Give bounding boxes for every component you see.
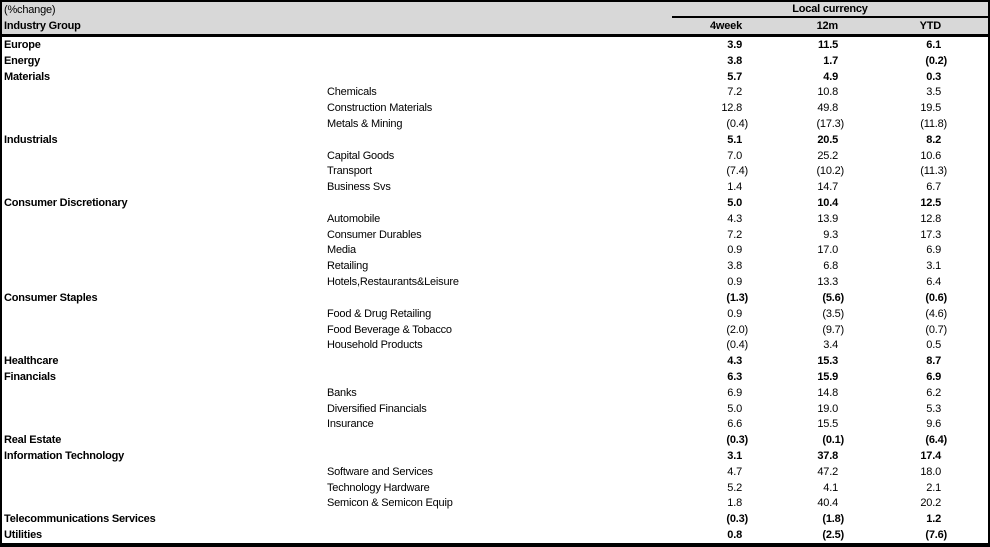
value-cell-ytd [844, 118, 947, 130]
value-text: 4.3 [727, 212, 742, 225]
value-text: 12.5 [920, 197, 941, 210]
value-text: 6.8 [823, 260, 838, 273]
value-text: 0.9 [727, 244, 742, 257]
value-text: 7.0 [727, 149, 742, 162]
table-row [2, 148, 988, 164]
value-cell-12m [748, 102, 844, 114]
value-text: (4.6) [925, 307, 947, 320]
industry-group-cell: Energy [4, 54, 41, 67]
value-text: 11.5 [817, 38, 838, 51]
value-text: 0.5 [926, 339, 941, 352]
industry-group-cell: Information Technology [4, 450, 125, 463]
value-text: 6.9 [727, 386, 742, 399]
value-text: 19.5 [920, 102, 941, 115]
value-cell-4week [672, 229, 748, 241]
industry-group-cell: Real Estate [4, 434, 62, 447]
industry-group-cell: Consumer Discretionary [4, 197, 128, 210]
table-row [2, 195, 988, 211]
value-text: 17.0 [817, 244, 838, 257]
value-cell-ytd [844, 71, 947, 83]
table-row [2, 37, 988, 53]
value-cell-ytd [844, 165, 947, 177]
table-row [2, 274, 988, 290]
table-body [2, 37, 988, 543]
value-text: (6.4) [925, 434, 947, 447]
value-text: 12.8 [721, 102, 742, 115]
table-row [2, 53, 988, 69]
value-cell-ytd [844, 482, 947, 494]
value-text: 15.3 [817, 355, 838, 368]
industry-group-cell: Financials [4, 370, 56, 383]
value-cell-12m [748, 482, 844, 494]
industry-group-cell: Europe [4, 38, 41, 51]
value-text: 5.2 [727, 481, 742, 494]
sub-industry-cell: Food Beverage & Tobacco [327, 323, 452, 336]
value-cell-4week [672, 324, 748, 336]
value-cell-ytd [844, 308, 947, 320]
value-text: 4.1 [823, 481, 838, 494]
column-header-4week: 4week [709, 20, 742, 32]
value-cell-12m [748, 86, 844, 98]
value-text: (7.4) [726, 165, 748, 178]
value-text: 0.8 [727, 529, 742, 542]
value-cell-ytd [844, 244, 947, 256]
table-row [2, 432, 988, 448]
table-row [2, 464, 988, 480]
value-cell-12m [748, 466, 844, 478]
value-cell-4week [672, 466, 748, 478]
value-cell-12m [748, 181, 844, 193]
sub-industry-cell: Media [327, 244, 356, 257]
value-cell-12m [748, 39, 844, 51]
value-cell-ytd [844, 466, 947, 478]
value-cell-12m [748, 276, 844, 288]
value-cell-4week [672, 292, 748, 304]
value-text: (17.3) [816, 117, 844, 130]
value-cell-12m [748, 213, 844, 225]
value-text: 6.1 [926, 38, 941, 51]
value-cell-ytd [844, 434, 947, 446]
value-text: 6.3 [727, 370, 742, 383]
value-cell-4week [672, 513, 748, 525]
value-text: 5.1 [727, 133, 742, 146]
value-cell-ytd [844, 229, 947, 241]
value-cell-ytd [844, 418, 947, 430]
value-cell-12m [748, 197, 844, 209]
sub-industry-cell: Household Products [327, 339, 423, 352]
value-text: 3.5 [926, 86, 941, 99]
value-cell-12m [748, 339, 844, 351]
value-text: 1.8 [727, 497, 742, 510]
value-cell-ytd [844, 513, 947, 525]
value-text: (9.7) [822, 323, 844, 336]
value-cell-4week [672, 355, 748, 367]
value-text: 15.5 [817, 418, 838, 431]
value-text: (1.8) [822, 513, 844, 526]
value-text: 14.8 [817, 386, 838, 399]
value-cell-ytd [844, 86, 947, 98]
value-text: (0.3) [726, 513, 748, 526]
value-text: 6.9 [926, 244, 941, 257]
value-cell-ytd [844, 355, 947, 367]
value-text: (0.1) [822, 434, 844, 447]
value-text: 18.0 [920, 465, 941, 478]
table-row [2, 511, 988, 527]
value-text: 3.8 [727, 54, 742, 67]
value-text: 5.0 [727, 402, 742, 415]
value-cell-4week [672, 118, 748, 130]
sub-industry-cell: Consumer Durables [327, 228, 422, 241]
sub-industry-cell: Metals & Mining [327, 117, 403, 130]
column-header-ytd: YTD [919, 20, 941, 32]
table-row [2, 132, 988, 148]
industry-group-cell: Healthcare [4, 355, 59, 368]
value-cell-12m [748, 529, 844, 541]
value-cell-4week [672, 181, 748, 193]
header-row-currency [2, 2, 988, 18]
value-text: 8.7 [926, 355, 941, 368]
value-text: 4.9 [823, 70, 838, 83]
value-cell-ytd [844, 403, 947, 415]
value-text: 17.4 [920, 450, 941, 463]
value-cell-4week [672, 197, 748, 209]
value-cell-4week [672, 403, 748, 415]
value-text: (5.6) [822, 291, 844, 304]
table-row [2, 480, 988, 496]
value-cell-4week [672, 86, 748, 98]
value-text: (0.6) [925, 291, 947, 304]
value-cell-12m [748, 450, 844, 462]
value-cell-ytd [844, 339, 947, 351]
sub-industry-cell: Technology Hardware [327, 481, 430, 494]
table-header [2, 2, 988, 37]
value-text: 0.9 [727, 307, 742, 320]
header-row-columns [2, 18, 988, 34]
value-text: 2.1 [926, 481, 941, 494]
value-text: 19.0 [817, 402, 838, 415]
value-cell-ytd [844, 55, 947, 67]
value-text: 7.2 [727, 86, 742, 99]
value-cell-4week [672, 276, 748, 288]
table-row [2, 243, 988, 259]
value-cell-4week [672, 308, 748, 320]
value-cell-4week [672, 387, 748, 399]
sub-industry-cell: Transport [327, 165, 372, 178]
sub-industry-cell: Business Svs [327, 181, 391, 194]
value-text: (2.0) [726, 323, 748, 336]
value-text: 13.9 [817, 212, 838, 225]
sub-industry-cell: Insurance [327, 418, 374, 431]
value-cell-ytd [844, 197, 947, 209]
value-text: 5.3 [926, 402, 941, 415]
value-cell-ytd [844, 497, 947, 509]
value-text: 3.1 [727, 450, 742, 463]
table-row [2, 353, 988, 369]
value-cell-12m [748, 387, 844, 399]
table-row [2, 306, 988, 322]
table-row [2, 337, 988, 353]
sub-industry-cell: Automobile [327, 212, 381, 225]
value-cell-4week [672, 371, 748, 383]
pct-change-label: (%change) [4, 4, 56, 16]
industry-group-cell: Materials [4, 70, 50, 83]
value-text: 40.4 [817, 497, 838, 510]
value-cell-ytd [844, 150, 947, 162]
value-text: (0.4) [726, 339, 748, 352]
value-cell-4week [672, 71, 748, 83]
value-cell-4week [672, 150, 748, 162]
table-row [2, 258, 988, 274]
value-cell-4week [672, 39, 748, 51]
value-cell-ytd [844, 276, 947, 288]
value-cell-12m [748, 244, 844, 256]
sub-industry-cell: Capital Goods [327, 149, 395, 162]
value-text: 5.0 [727, 197, 742, 210]
table-row [2, 116, 988, 132]
local-currency-header [672, 2, 988, 18]
sub-industry-cell: Software and Services [327, 465, 433, 478]
value-text: (0.4) [726, 117, 748, 130]
value-cell-4week [672, 497, 748, 509]
value-cell-12m [748, 434, 844, 446]
value-cell-ytd [844, 387, 947, 399]
value-text: 0.3 [926, 70, 941, 83]
value-cell-12m [748, 165, 844, 177]
table-row [2, 417, 988, 433]
sub-industry-cell: Construction Materials [327, 102, 433, 115]
value-text: 20.5 [817, 133, 838, 146]
table-row [2, 369, 988, 385]
value-cell-4week [672, 213, 748, 225]
value-cell-12m [748, 292, 844, 304]
table-row [2, 69, 988, 85]
value-cell-12m [748, 229, 844, 241]
value-text: 37.8 [817, 450, 838, 463]
value-cell-12m [748, 118, 844, 130]
value-text: 1.4 [727, 181, 742, 194]
value-text: (10.2) [816, 165, 844, 178]
value-text: 3.8 [727, 260, 742, 273]
value-text: 0.9 [727, 276, 742, 289]
value-text: 8.2 [926, 133, 941, 146]
value-text: 15.9 [817, 370, 838, 383]
value-cell-4week [672, 260, 748, 272]
value-cell-ytd [844, 260, 947, 272]
value-text: (1.3) [726, 291, 748, 304]
value-cell-ytd [844, 134, 947, 146]
value-text: 6.2 [926, 386, 941, 399]
value-text: 5.7 [727, 70, 742, 83]
industry-group-cell: Industrials [4, 133, 58, 146]
value-text: 4.3 [727, 355, 742, 368]
value-cell-ytd [844, 181, 947, 193]
value-cell-ytd [844, 324, 947, 336]
value-cell-4week [672, 529, 748, 541]
value-text: 14.7 [817, 181, 838, 194]
value-text: (11.8) [920, 117, 947, 130]
value-text: (0.3) [726, 434, 748, 447]
sub-industry-cell: Retailing [327, 260, 369, 273]
table-row [2, 164, 988, 180]
value-cell-ytd [844, 213, 947, 225]
industry-group-header: Industry Group [4, 20, 81, 32]
value-cell-12m [748, 55, 844, 67]
value-text: 6.7 [926, 181, 941, 194]
sub-industry-cell: Diversified Financials [327, 402, 427, 415]
value-text: 13.3 [817, 276, 838, 289]
industry-group-cell: Telecommunications Services [4, 513, 156, 526]
table-row [2, 527, 988, 543]
value-text: 3.1 [926, 260, 941, 273]
value-cell-4week [672, 55, 748, 67]
table-row [2, 385, 988, 401]
value-text: 9.6 [926, 418, 941, 431]
value-text: 25.2 [817, 149, 838, 162]
value-cell-ytd [844, 292, 947, 304]
value-text: (3.5) [822, 307, 844, 320]
value-text: (0.2) [925, 54, 947, 67]
value-cell-ytd [844, 371, 947, 383]
value-text: 17.3 [920, 228, 941, 241]
value-text: 47.2 [817, 465, 838, 478]
value-text: (2.5) [822, 529, 844, 542]
table-row [2, 211, 988, 227]
value-text: 3.4 [823, 339, 838, 352]
value-cell-ytd [844, 450, 947, 462]
value-text: (0.7) [925, 323, 947, 336]
value-cell-4week [672, 165, 748, 177]
value-text: 10.4 [817, 197, 838, 210]
table-row [2, 322, 988, 338]
table-row [2, 496, 988, 512]
value-cell-12m [748, 418, 844, 430]
sub-industry-cell: Hotels,Restaurants&Leisure [327, 276, 459, 289]
value-text: 10.6 [920, 149, 941, 162]
table-row [2, 227, 988, 243]
value-cell-4week [672, 482, 748, 494]
value-cell-12m [748, 513, 844, 525]
value-text: 6.9 [926, 370, 941, 383]
value-cell-12m [748, 134, 844, 146]
value-cell-12m [748, 324, 844, 336]
local-currency-label: Local currency [792, 3, 868, 15]
value-text: 20.2 [920, 497, 941, 510]
value-text: 7.2 [727, 228, 742, 241]
sub-industry-cell: Food & Drug Retailing [327, 307, 432, 320]
sub-industry-cell: Chemicals [327, 86, 377, 99]
value-text: 9.3 [823, 228, 838, 241]
value-cell-4week [672, 339, 748, 351]
value-text: (11.3) [920, 165, 947, 178]
value-text: 3.9 [727, 38, 742, 51]
value-text: 4.7 [727, 465, 742, 478]
value-text: 6.4 [926, 276, 941, 289]
value-text: (7.6) [925, 529, 947, 542]
value-cell-12m [748, 371, 844, 383]
table-row [2, 290, 988, 306]
value-cell-4week [672, 244, 748, 256]
sub-industry-cell: Semicon & Semicon Equip [327, 497, 453, 510]
value-text: 1.2 [926, 513, 941, 526]
table-row [2, 401, 988, 417]
value-cell-4week [672, 418, 748, 430]
value-text: 12.8 [920, 212, 941, 225]
sub-industry-cell: Banks [327, 386, 357, 399]
value-cell-4week [672, 450, 748, 462]
value-cell-12m [748, 355, 844, 367]
value-cell-4week [672, 102, 748, 114]
value-cell-12m [748, 403, 844, 415]
value-text: 10.8 [817, 86, 838, 99]
value-cell-4week [672, 434, 748, 446]
table-row [2, 448, 988, 464]
value-cell-12m [748, 260, 844, 272]
value-cell-12m [748, 71, 844, 83]
table-row [2, 100, 988, 116]
industry-group-cell: Utilities [4, 529, 42, 542]
value-text: 6.6 [727, 418, 742, 431]
value-cell-12m [748, 308, 844, 320]
value-cell-ytd [844, 39, 947, 51]
value-cell-12m [748, 497, 844, 509]
value-text: 1.7 [823, 54, 838, 67]
value-cell-4week [672, 134, 748, 146]
table-row [2, 179, 988, 195]
table-row [2, 84, 988, 100]
value-cell-12m [748, 150, 844, 162]
value-cell-ytd [844, 529, 947, 541]
value-text: 49.8 [817, 102, 838, 115]
value-cell-ytd [844, 102, 947, 114]
industry-group-cell: Consumer Staples [4, 291, 98, 304]
column-header-12m: 12m [816, 20, 838, 32]
